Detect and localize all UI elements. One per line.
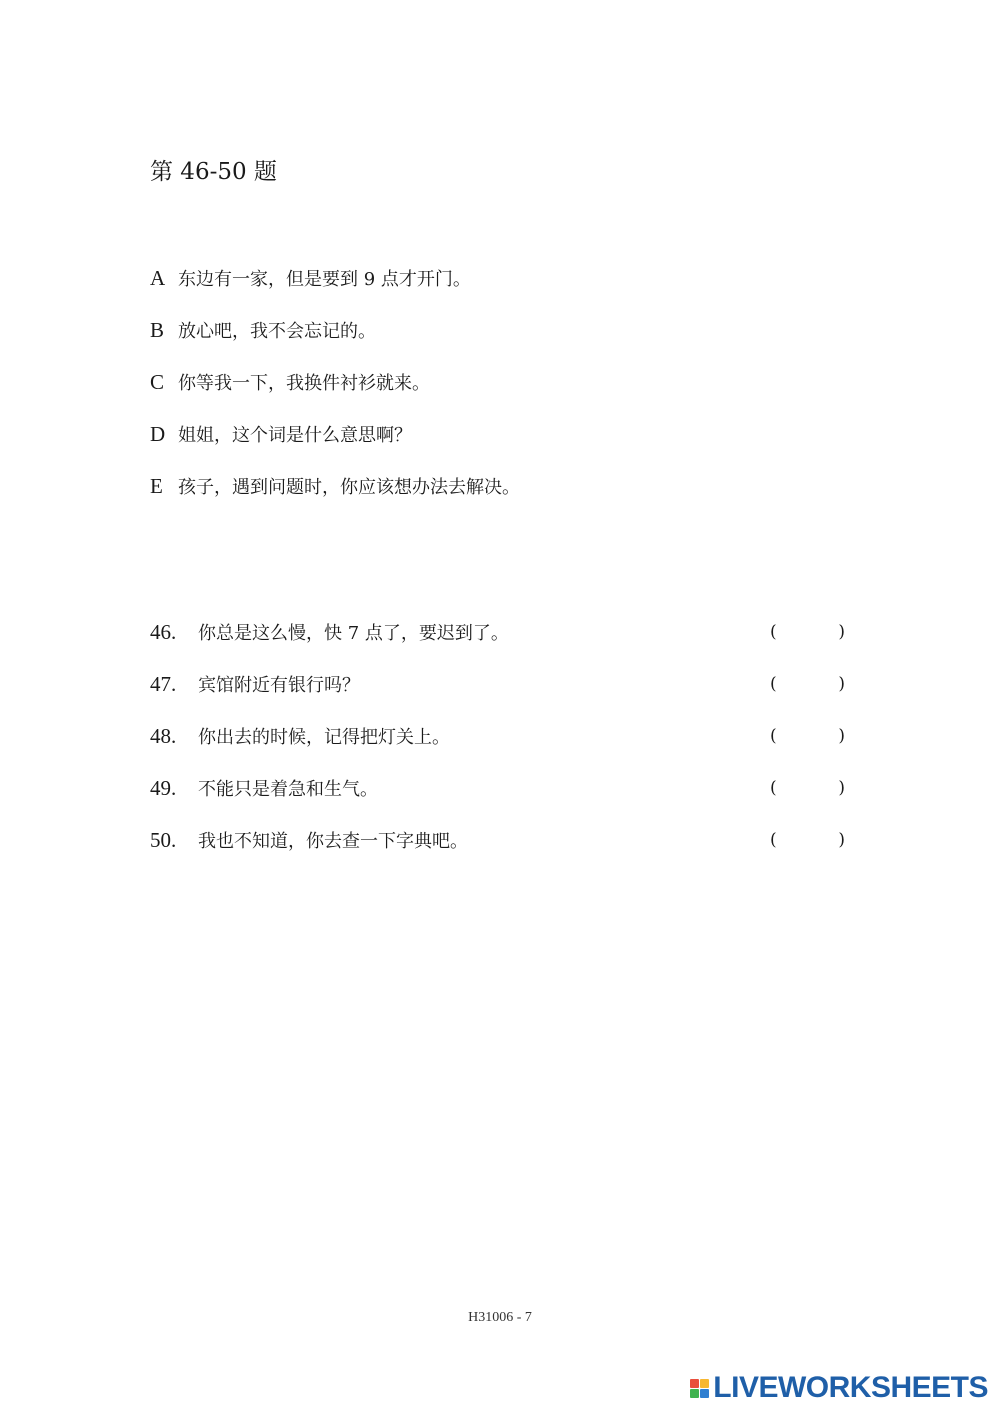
- option-item-e: [150, 460, 870, 512]
- option-item-c: [150, 356, 870, 408]
- watermark-text: LIVEWORKSHEETS: [713, 1371, 988, 1404]
- open-paren: (: [770, 830, 777, 850]
- option-text: 孩子，遇到问题时，你应该想办法去解决。: [178, 477, 520, 498]
- question-49: [150, 762, 850, 814]
- liveworksheets-logo-icon: [690, 1379, 709, 1398]
- liveworksheets-watermark: [690, 1371, 988, 1405]
- question-text: 我也不知道，你去查一下字典吧。: [198, 831, 468, 852]
- close-paren: ): [838, 830, 845, 850]
- open-paren: (: [770, 622, 777, 642]
- logo-square: [700, 1389, 709, 1398]
- option-letter: A: [150, 265, 166, 290]
- answer-box-48[interactable]: [770, 710, 845, 762]
- question-text: 你出去的时候，记得把灯关上。: [198, 727, 450, 748]
- answer-box-47[interactable]: [770, 658, 845, 710]
- option-item-d: [150, 408, 870, 460]
- question-47: [150, 658, 850, 710]
- close-paren: ): [838, 726, 845, 746]
- close-paren: ): [838, 674, 845, 694]
- option-text: 你等我一下，我换件衬衫就来。: [178, 373, 430, 394]
- option-letter: E: [150, 473, 163, 498]
- question-50: [150, 814, 850, 866]
- option-text: 东边有一家，但是要到 9 点才开门。: [178, 269, 471, 290]
- open-paren: (: [770, 674, 777, 694]
- page-footer: H31006 - 7: [468, 1310, 532, 1325]
- logo-square: [700, 1379, 709, 1388]
- questions-list: [150, 606, 850, 866]
- question-number: 50.: [150, 827, 177, 852]
- answer-box-46[interactable]: [770, 606, 845, 658]
- question-46: [150, 606, 850, 658]
- option-text: 放心吧，我不会忘记的。: [178, 321, 376, 342]
- question-number: 47.: [150, 671, 177, 696]
- close-paren: ): [838, 778, 845, 798]
- question-text: 你总是这么慢，快 7 点了，要迟到了。: [198, 623, 509, 644]
- question-number: 46.: [150, 619, 177, 644]
- answer-box-50[interactable]: [770, 814, 845, 866]
- option-letter: B: [150, 317, 165, 342]
- logo-square: [690, 1389, 699, 1398]
- option-item-b: [150, 304, 870, 356]
- option-letter: C: [150, 369, 165, 394]
- question-number: 49.: [150, 775, 177, 800]
- option-letter: D: [150, 421, 166, 446]
- question-text: 宾馆附近有银行吗？: [198, 675, 360, 696]
- section-title: 第 46-50 题: [150, 159, 277, 185]
- answer-box-49[interactable]: [770, 762, 845, 814]
- question-text: 不能只是着急和生气。: [198, 779, 378, 800]
- question-48: [150, 710, 850, 762]
- logo-square: [690, 1379, 699, 1388]
- option-item-a: [150, 252, 870, 304]
- option-text: 姐姐，这个词是什么意思啊？: [178, 425, 412, 446]
- options-list: [150, 252, 870, 512]
- close-paren: ): [838, 622, 845, 642]
- question-number: 48.: [150, 723, 177, 748]
- open-paren: (: [770, 726, 777, 746]
- open-paren: (: [770, 778, 777, 798]
